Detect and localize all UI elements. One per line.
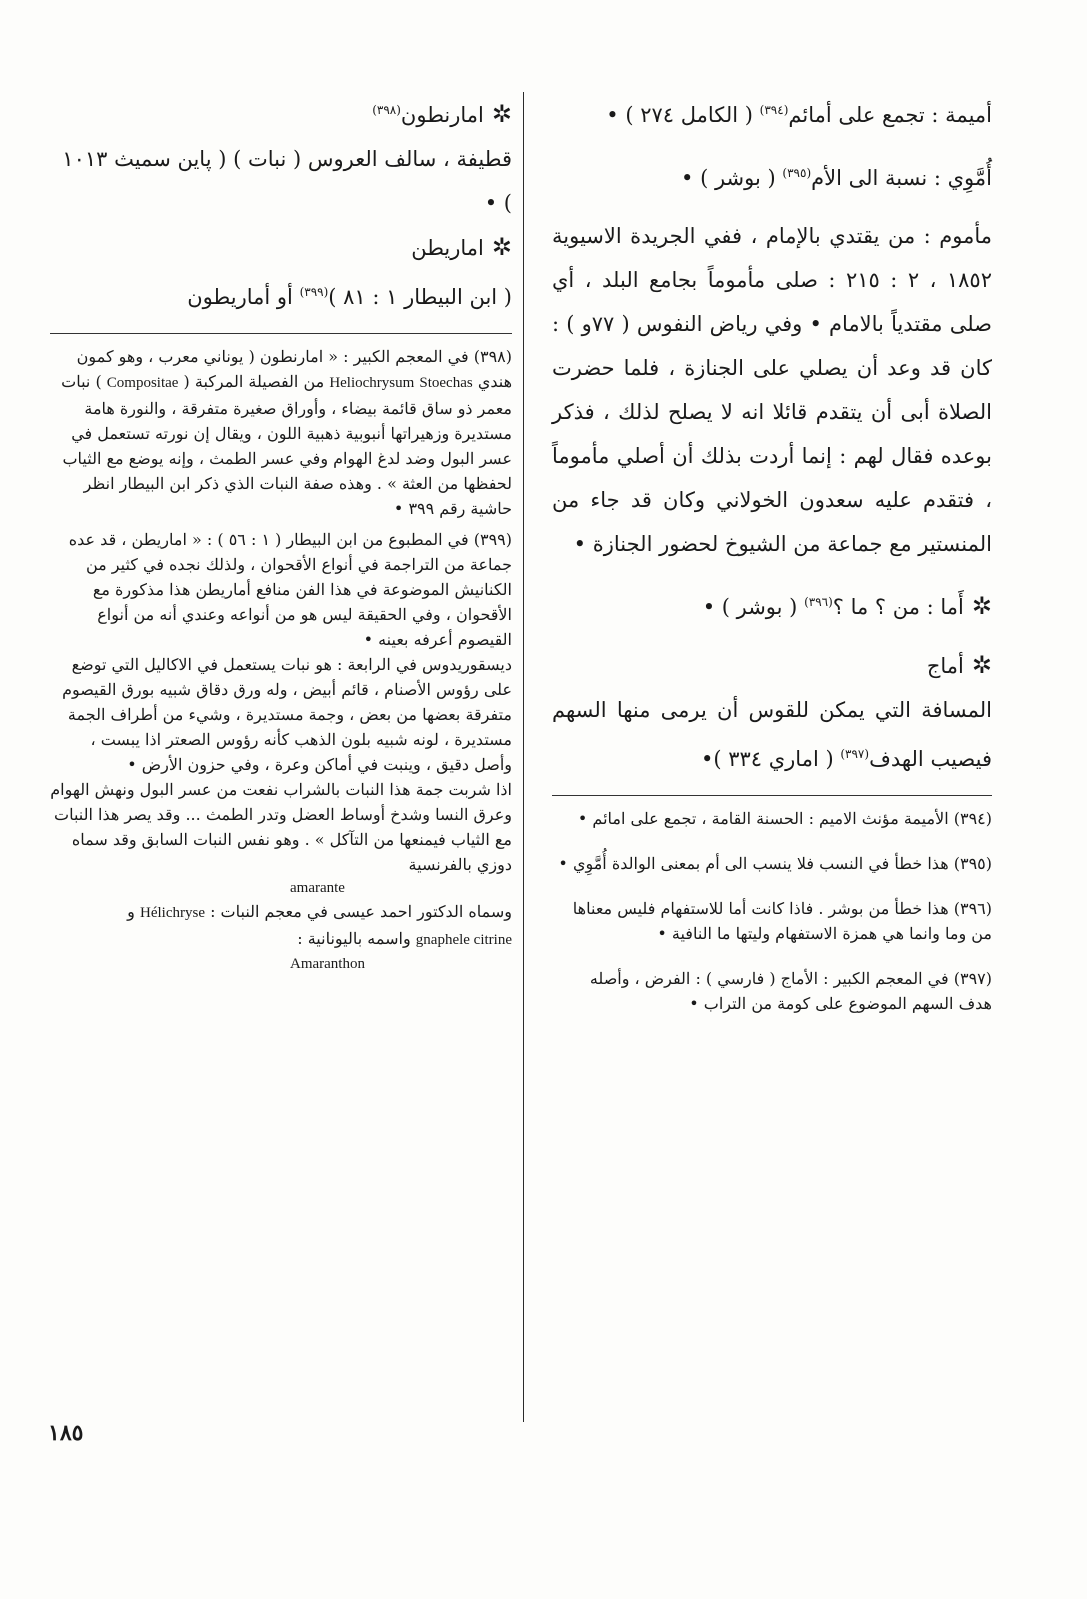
footnote-398-text-a: (٣٩٨) في المعجم الكبير : « امارنطون ( يوناني معرب ، وهو كمون هندي <box>76 347 512 391</box>
latin-term: Compositae <box>106 375 179 391</box>
footnote-399-text-f: واسمه باليونانية : <box>297 929 411 948</box>
footnote-399-text-a: (٣٩٩) في المطبوع من ابن البيطار ( ١ : ٥٦ ) : « اماريطن ، قد عده جماعة من التراجمة في أنواع الأقحوان ، ولذلك نجده في كثير من الكنانيش الموضوعة في هذا الفن منافع أماريطن هذا مذكورة مع الأقحوان ، وفي الحقيقة ليس هو من أنواعه وعندي أنه من أنواع القيصوم أعرفه بعينه • <box>68 530 512 649</box>
footnote-divider <box>50 333 512 334</box>
footnote-ref: (٣٩٦) <box>804 595 833 609</box>
footnote-395: (٣٩٥) هذا خطأ في النسب فلا ينسب الى أم بمعنى الوالدة أُمَّوِي • <box>558 854 992 873</box>
entry-amarantun <box>50 88 512 225</box>
footnote-398: (٣٩٨) في المعجم الكبير : « امارنطون ( يوناني معرب ، وهو كمون هندي Heliochrysum Stoechas من الفصيلة المركبة ( Compositae ) نبات معمر ذو ساق قائمة بيضاء ، وأوراق صغيرة متفرقة ، والنورة هامة مستديرة وزهيراتها أنبوبية ذهبية اللون ، ويقال إن نورته تستعمل في عسر البول وضد لدغ الهوام وفي عسر الطمث ، وإنه يوضع مع الثياب لحفظها من العثة » . وهذه صفة النبات الذي ذكر ابن البيطار انظر حاشية رقم ٣٩٩ • <box>61 347 512 518</box>
headword-text: أَما : من ؟ ما ؟ <box>832 595 964 619</box>
headword-text: أُمَّوِي : نسبة الى الأم <box>811 166 992 190</box>
entry-amaritun <box>50 225 512 319</box>
column-divider <box>523 92 524 1422</box>
footnote-ref: (٣٩٧) <box>840 747 870 761</box>
footnote-398-text-c: ) نبات معمر ذو ساق قائمة بيضاء ، وأوراق صغيرة متفرقة ، والنورة هامة مستديرة وزهيراتها أنبوبية ذهبية اللون ، ويقال إن نورته تستعمل في عسر البول وضد لدغ الهوام وفي عسر الطمث ، وإنه يوضع مع الثياب لحفظها من العثة » . وهذه صفة النبات الذي ذكر ابن البيطار انظر حاشية رقم ٣٩٩ • <box>61 372 512 518</box>
headword: اماريطن <box>411 236 484 260</box>
source-ref: ( الكامل ٢٧٤ ) • <box>606 103 753 127</box>
footnote-ref: (٣٩٨) <box>372 103 401 117</box>
footnote-396: (٣٩٦) هذا خطأ من بوشر . فاذا كانت أما للاستفهام فليس معناها من وما وانما هي همزة الاستفهام وليتها ما النافية • <box>572 899 992 943</box>
asterisk-icon: ✲ <box>971 651 992 679</box>
footnote-398-text-b: من الفصيلة المركبة <box>194 372 325 391</box>
asterisk-icon: ✲ <box>971 592 992 620</box>
footnote-ref: (٣٩٩) <box>299 285 329 299</box>
entry-umaymah <box>552 88 992 137</box>
headword: أماج <box>926 654 964 678</box>
alt-spelling: أو أماريطون <box>187 285 293 309</box>
latin-term: Amaranthon <box>290 956 365 972</box>
entry-umawi <box>552 151 992 200</box>
source-ref: ( بوشر ) • <box>702 595 798 619</box>
latin-term: Hélichryse <box>140 905 205 921</box>
definition-text: قطيفة ، سالف العروس ( نبات ) ( پاين سميث ١٠١٣ ) • <box>62 147 512 215</box>
footnote-ref: (٣٩٥) <box>782 166 812 180</box>
asterisk-icon: ✲ <box>491 100 512 128</box>
footnote-divider <box>552 795 992 796</box>
definition-text: المسافة التي يمكن للقوس أن يرمى منها السهم فيصيب الهدف <box>552 698 992 771</box>
left-column <box>50 88 512 981</box>
footnote-397: (٣٩٧) في المعجم الكبير : الأماج ( فارسي ) : الفرض ، وأصله هدف السهم الموضوع على كومة من التراب • <box>589 969 992 1013</box>
headword-text: أميمة : تجمع على أمائم <box>788 103 992 127</box>
source-ref: ( بوشر ) • <box>681 166 776 190</box>
entry-mamum-text: مأموم : من يقتدي بالإمام ، ففي الجريدة الاسيوية ١٨٥٢ ، ٢ : ٢١٥ : صلى مأموماً بجامع البلد ، أي صلى مقتدياً بالامام • وفي رياض النفوس ( ٧٧و ) : كان قد وعد أن يصلي على الجنازة ، فلما حضرت الصلاة أبى أن يتقدم قائلا انه لا يصلح لذلك ، فذكر بوعده فقال لهم : إنما أردت بذلك أن أصلي مأموماً ، فتقدم عليه سعدون الخولاني وكان قد جاء من المنستير مع جماعة من الشيوخ لحضور الجنازة • <box>552 224 992 556</box>
source-ref: ( ابن البيطار ١ : ٨١ ) <box>328 285 512 309</box>
entry-mamum <box>552 214 992 566</box>
footnote-399 <box>50 527 512 975</box>
latin-term: Stoechas <box>419 375 473 391</box>
asterisk-icon: ✲ <box>491 233 512 261</box>
page-number: ١٨٥ <box>48 1420 84 1446</box>
latin-term: amarante <box>290 880 345 896</box>
entry-ama <box>552 580 992 629</box>
latin-term: Heliochrysum <box>329 375 415 391</box>
right-column <box>552 88 992 1022</box>
footnote-399-text-d: وسماه الدكتور احمد عيسى في معجم النبات : <box>210 902 512 921</box>
footnote-399-text-b: ديسقوريدوس في الرابعة : هو نبات يستعمل في الاكاليل التي توضع على رؤوس الأصنام ، قائم أبيض ، وله ورق دقاق شبيه بورق القيصوم متفرقة بعضها من بعض ، وجمة مستديرة ، وشيء من أطراف الجمة مستديرة ، لونه شبيه بلون الذهب كأنه رؤوس الصعتر اذا يبست ، وأصل دقيق ، وينبت في أماكن وعرة ، وفي حزون الأرض • <box>62 655 512 774</box>
footnote-394: (٣٩٤) الأميمة مؤنث الاميم : الحسنة القامة ، تجمع على امائم • <box>577 809 992 828</box>
entry-amaj <box>552 643 992 781</box>
latin-term: gnaphele citrine <box>415 932 512 948</box>
footnote-ref: (٣٩٤) <box>759 103 789 117</box>
headword: امارنطون <box>400 103 484 127</box>
footnote-399-text-c: اذا شربت جمة هذا النبات بالشراب نفعت من عسر البول ونهش الهوام وعرق النسا وشدخ أوساط العضل وتدر الطمث ... وقد يصر هذا النبات مع الثياب فيمنعها من التآكل » . وهو نفس النبات السابق وقد سماه دوزي بالفرنسية <box>50 780 512 874</box>
conjunction: و <box>127 902 135 921</box>
source-ref: ( اماري ٣٣٤ )• <box>700 747 834 771</box>
